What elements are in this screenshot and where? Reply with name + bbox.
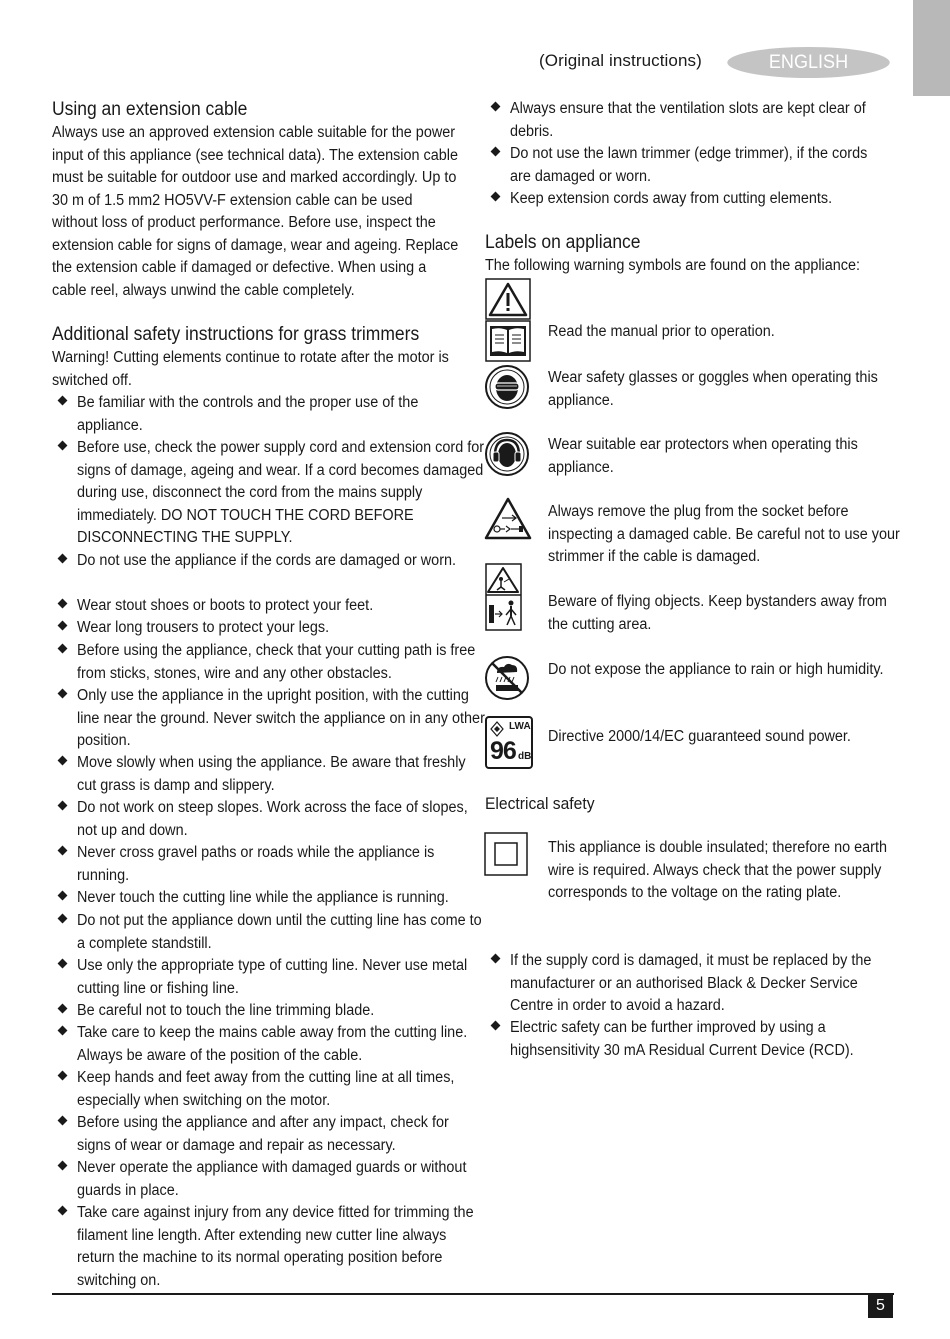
warning-label: Warning! bbox=[52, 349, 110, 366]
warning-paragraph bbox=[52, 347, 458, 392]
list-item: Electric safety can be further improved by using a highsensitivity 30 mA Residual Current Device (RCD). bbox=[492, 1017, 902, 1062]
list-item: Never cross gravel paths or roads while the appliance is running. bbox=[59, 842, 487, 887]
sound-power-label: LWA bbox=[509, 721, 531, 732]
list-item: Keep hands and feet away from the cutting line at all times, especially when switching on the motor. bbox=[59, 1067, 487, 1112]
footer-divider bbox=[52, 1293, 894, 1295]
bullet-icon bbox=[491, 102, 501, 112]
bullet-icon bbox=[58, 396, 68, 406]
bullet-icon bbox=[58, 644, 68, 654]
list-item: Never operate the appliance with damaged guards or without guards in place. bbox=[59, 1157, 487, 1202]
bullet-icon bbox=[58, 689, 68, 699]
warning-text: Cutting elements continue to rotate after the motor is switched off. bbox=[52, 349, 449, 389]
bullet-icon bbox=[58, 1004, 68, 1014]
bullet-icon bbox=[58, 599, 68, 609]
bullet-icon bbox=[491, 192, 501, 202]
bullet-icon bbox=[58, 621, 68, 631]
list-item: Do not put the appliance down until the cutting line has come to a complete standstill. bbox=[59, 910, 487, 955]
list-item: Keep extension cords away from cutting elements. bbox=[492, 188, 902, 211]
list-item: If the supply cord is damaged, it must be replaced by the manufacturer or an authorised Black & Decker Service Centre in order to avoid a hazard. bbox=[492, 950, 902, 1018]
extension-heading: Using an extension cable bbox=[52, 99, 248, 120]
list-item: Take care to keep the mains cable away from the cutting line. Always be aware of the position of the cable. bbox=[59, 1022, 487, 1067]
bullet-icon bbox=[58, 801, 68, 811]
additional-heading: Additional safety instructions for grass trimmers bbox=[52, 324, 420, 345]
list-item: Before using the appliance and after any impact, check for signs of wear or damage and repair as necessary. bbox=[59, 1112, 487, 1157]
bullet-icon bbox=[491, 1021, 501, 1031]
label-double-insulated: This appliance is double insulated; therefore no earth wire is required. Always check that the power supply corresponds to the voltage on the rating plate. bbox=[548, 839, 887, 901]
list-item: Before using the appliance, check that your cutting path is free from sticks, stones, wire and any other obstacles. bbox=[59, 640, 487, 685]
section-tab-marker bbox=[913, 0, 950, 96]
list-item: Take care against injury from any device fitted for trimming the filament line length. After extending new cutter line always return the machine to its normal operating position before switching on. bbox=[59, 1202, 487, 1292]
label-no-rain: Do not expose the appliance to rain or high humidity. bbox=[548, 661, 884, 678]
list-item: Do not use the appliance if the cords are damaged or worn. bbox=[59, 550, 487, 573]
bullet-icon bbox=[58, 959, 68, 969]
labels-heading: Labels on appliance bbox=[485, 232, 641, 253]
list-item: Wear long trousers to protect your legs. bbox=[59, 617, 487, 640]
flying-objects-icon bbox=[485, 563, 522, 631]
label-sound-power: Directive 2000/14/EC guaranteed sound power. bbox=[548, 728, 851, 745]
bullet-icon bbox=[58, 756, 68, 766]
bullet-icon bbox=[491, 147, 501, 157]
sound-power-icon bbox=[490, 721, 504, 737]
label-unplug: Always remove the plug from the socket before inspecting a damaged cable. Be careful not to use your strimmer if the cable is damaged. bbox=[548, 503, 900, 565]
extension-paragraph: Always use an approved extension cable suitable for the power input of this appliance (see technical data). The extension cable must be suitable for outdoor use and marked accordingly. Up to 30 m of 1.5 mm2 HO5VV-F extension cable can be used without loss of product performance. Before use, inspect the extension cable for signs of damage, wear and ageing. Replace the extension cable if damaged or defective. When using a cable reel, always unwind the cable completely. bbox=[52, 124, 459, 299]
list-item: Do not use the lawn trimmer (edge trimmer), if the cords are damaged or worn. bbox=[492, 143, 902, 188]
list-item: Never touch the cutting line while the appliance is running. bbox=[59, 887, 487, 910]
list-item: Only use the appliance in the upright position, with the cutting line near the ground. Never switch the appliance on in any other position. bbox=[59, 685, 487, 753]
label-safety-glasses: Wear safety glasses or goggles when operating this appliance. bbox=[548, 369, 878, 409]
list-item: Wear stout shoes or boots to protect your feet. bbox=[59, 595, 487, 618]
sound-power-value: 96 bbox=[490, 737, 516, 765]
list-item: Be careful not to touch the line trimming blade. bbox=[59, 1000, 487, 1023]
bullet-icon bbox=[58, 914, 68, 924]
bullet-icon bbox=[58, 554, 68, 564]
list-item: Use only the appropriate type of cutting line. Never use metal cutting line or fishing line. bbox=[59, 955, 487, 1000]
bullet-icon bbox=[58, 1116, 68, 1126]
list-item: Do not work on steep slopes. Work across the face of slopes, not up and down. bbox=[59, 797, 487, 842]
bullet-icon bbox=[58, 1161, 68, 1171]
original-instructions-label: (Original instructions) bbox=[539, 51, 702, 70]
electrical-heading: Electrical safety bbox=[485, 794, 595, 813]
warning-triangle-icon bbox=[485, 278, 531, 320]
safety-glasses-icon bbox=[484, 364, 530, 410]
label-read-manual: Read the manual prior to operation. bbox=[548, 323, 775, 340]
list-item: Be familiar with the controls and the proper use of the appliance. bbox=[59, 392, 487, 437]
bullet-icon bbox=[58, 441, 68, 451]
no-rain-icon bbox=[484, 655, 530, 701]
double-insulated-icon bbox=[484, 832, 528, 876]
bullet-icon bbox=[58, 1026, 68, 1036]
unplug-warning-icon bbox=[484, 496, 532, 542]
bullet-icon bbox=[58, 1206, 68, 1216]
read-manual-icon bbox=[485, 320, 531, 362]
labels-intro: The following warning symbols are found on the appliance: bbox=[485, 257, 861, 274]
bullet-icon bbox=[491, 954, 501, 964]
list-item: Before use, check the power supply cord and extension cord for signs of damage, ageing and wear. If a cord becomes damaged during use, disconnect the cord from the mains supply immediately. DO NOT TOUCH THE CORD BEFORE DISCONNECTING THE SUPPLY. bbox=[59, 437, 487, 550]
page-number: 5 bbox=[868, 1294, 893, 1318]
ear-protector-icon bbox=[484, 431, 530, 477]
label-ear-protector: Wear suitable ear protectors when operating this appliance. bbox=[548, 436, 858, 476]
language-badge: ENGLISH bbox=[727, 47, 889, 78]
bullet-icon bbox=[58, 1071, 68, 1081]
bullet-icon bbox=[58, 891, 68, 901]
sound-power-badge bbox=[485, 716, 533, 769]
list-item: Move slowly when using the appliance. Be aware that freshly cut grass is damp and slippery. bbox=[59, 752, 487, 797]
sound-power-unit: dB bbox=[518, 751, 532, 762]
label-flying-objects: Beware of flying objects. Keep bystanders away from the cutting area. bbox=[548, 593, 887, 633]
list-item: Always ensure that the ventilation slots are kept clear of debris. bbox=[492, 98, 902, 143]
bullet-icon bbox=[58, 846, 68, 856]
